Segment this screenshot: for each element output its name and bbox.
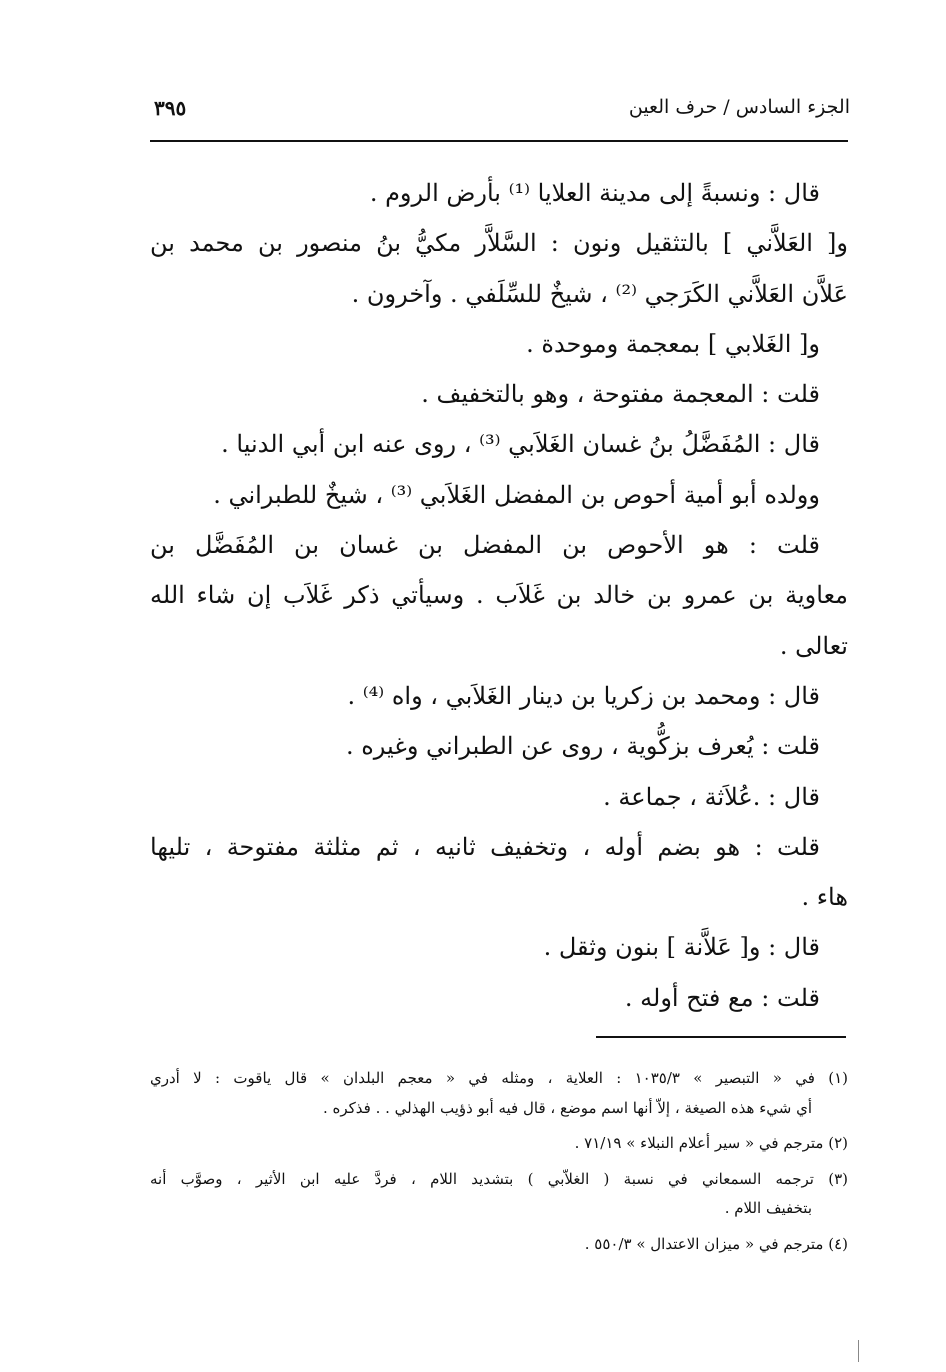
- running-title: الجزء السادس / حرف العين: [628, 96, 850, 118]
- text-line: قال : ومحمد بن زكريا بن دينار الغَلاَبي ، واه ⁽⁴⁾ .: [347, 681, 820, 710]
- text-line: قال : ونسبةً إلى مدينة العلايا ⁽¹⁾ بأرض الروم .: [369, 179, 820, 207]
- text-line: معاوية بن عمرو بن خالد بن غَلاَب . وسيأتي ذكر غَلاَب إن شاء الله: [150, 581, 848, 610]
- scan-edge-mark: [858, 1340, 859, 1362]
- footnotes: [150, 1064, 848, 1259]
- text-line: قال : و[ عَلاَّنة ] بنون وثقل .: [543, 933, 820, 962]
- text-line: قال : .عُلاَثة ، جماعة .: [603, 782, 820, 811]
- text-line: قلت : هو بضم أوله ، وتخفيف ثانيه ، ثم مثلثة مفتوحة ، تليها: [150, 832, 820, 861]
- page-header: [150, 92, 850, 132]
- text-line: قلت : يُعرف بزكُّوية ، روى عن الطبراني وغيره .: [345, 732, 820, 761]
- text-line: قلت : هو الأحوص بن المفضل بن غسان بن المُفَضَّل بن: [150, 531, 820, 560]
- footnote-line: بتخفيف اللام .: [724, 1199, 812, 1217]
- text-line: تعالى .: [779, 631, 848, 660]
- text-line: قلت : مع فتح أوله .: [624, 983, 820, 1012]
- footnote-line: (٤) مترجم في « ميزان الاعتدال » ٥٥٠/٣ .: [584, 1234, 848, 1253]
- text-line: قلت : المعجمة مفتوحة ، وهو بالتخفيف .: [421, 380, 820, 409]
- footnote-line: (١) في « التبصير » ١٠٣٥/٣ : العلاية ، ومثله في « معجم البلدان » قال ياقوت : لا أدري: [150, 1069, 848, 1087]
- text-line: وولده أبو أمية أحوص بن المفضل الغَلاَبي ⁽³⁾ ، شيخٌ للطبراني .: [213, 480, 820, 509]
- header-rule: [150, 140, 848, 142]
- text-line: قال : المُفَضَّلُ بنُ غسان الغَلاَبي ⁽³⁾ ، روى عنه ابن أبي الدنيا .: [221, 430, 820, 459]
- text-line: هاء .: [801, 883, 848, 912]
- page-number: ٣٩٥: [154, 96, 187, 120]
- footnote-line: أي شيء هذه الصيغة ، إلاّ أنها اسم موضع ، قال فيه أبو ذؤيب الهذلي . . فذكره .: [322, 1098, 812, 1117]
- footnote-line: (٢) مترجم في « سير أعلام النبلاء » ٧١/١٩ .: [574, 1134, 848, 1152]
- text-line: و[ الغَلابي ] بمعجمة وموحدة .: [526, 329, 820, 358]
- main-text: [150, 168, 848, 1023]
- text-line: عَلاَّن العَلاَّني الكَرَجي ⁽²⁾ ، شيخٌ للسِّلَفي . وآخرون .: [351, 279, 848, 308]
- text-line: و[ العَلاَّني ] بالتثقيل ونون : السَّلاَّر مكيُّ بنُ منصور بن محمد بن: [150, 229, 848, 258]
- footnote-line: (٣) ترجمه السمعاني في نسبة ( الغلاّبي ) بتشديد اللام ، فردَّ عليه ابن الأثير ، وصوَّب أنه: [150, 1169, 848, 1188]
- footnote-rule: [596, 1036, 846, 1038]
